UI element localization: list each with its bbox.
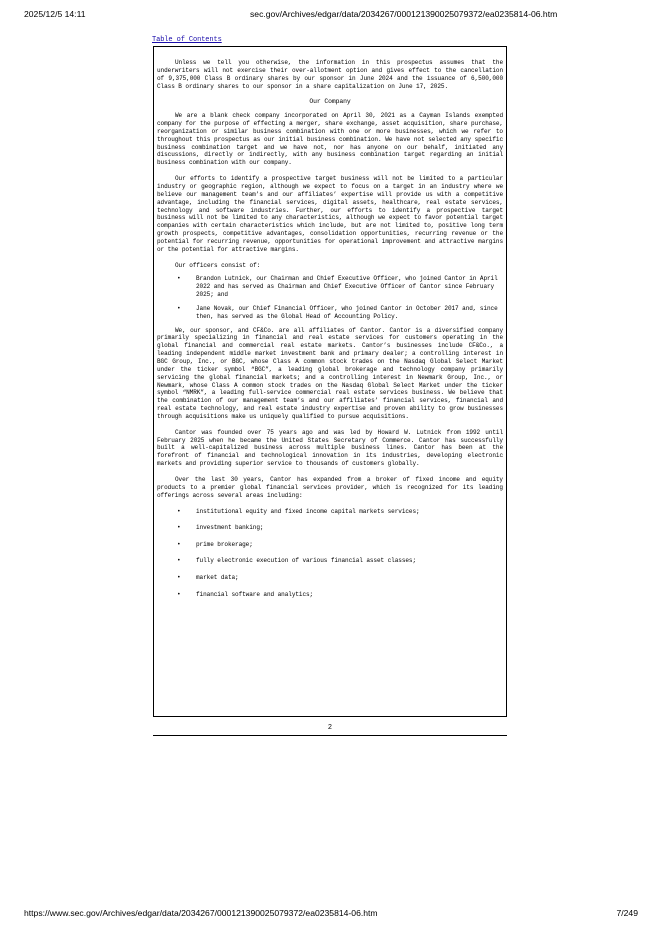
- list-item: • prime brokerage;: [177, 540, 253, 548]
- cantor-paragraph-2: Cantor was founded over 75 years ago and was led by Howard W. Lutnick from 1992 until February 2025 when he became the United States Secretary of Commerce. Cantor has successfully built a well-capitalized business across multiple business lines. Cantor has been at the forefront of financial and technological innovation in its industries, developing electronic markets and providing superior service to thousands of customers globally.: [157, 428, 503, 468]
- list-item: • investment banking;: [177, 524, 264, 532]
- list-item: • financial software and analytics;: [177, 590, 314, 598]
- print-url: https://www.sec.gov/Archives/edgar/data/2034267/000121390025079372/ea0235814-06.htm: [24, 908, 378, 918]
- print-page-title: sec.gov/Archives/edgar/data/2034267/000121390025079372/ea0235814-06.htm: [250, 9, 558, 19]
- bullet-icon: •: [177, 524, 181, 532]
- print-page-count: 7/249: [616, 908, 638, 918]
- page-divider: [153, 735, 507, 736]
- intro-paragraph: Unless we tell you otherwise, the information in this prospectus assumes that the underwriters will not exercise their over-allotment option and gives effect to the cancellation of 9,375,000 Class B ordinary shares by our sponsor in June 2024 and the issuance of 6,500,000 Class B ordinary shares to our sponsor in a share capitalization on June 17, 2025.: [157, 59, 503, 90]
- print-footer: [24, 908, 638, 922]
- document-body: [153, 46, 507, 717]
- officers-list: [157, 275, 503, 320]
- list-item: • fully electronic execution of various financial asset classes;: [177, 557, 417, 565]
- company-paragraph-1: We are a blank check company incorporated on April 30, 2021 as a Cayman Islands exempted company for the purpose of effecting a merger, share exchange, asset acquisition, share purchase, reorganization or similar business combination with one or more businesses, which we refer to throughout this prospectus as our initial business combination. We have not selected any specific business combination target and we have not, nor has anyone on our behalf, initiated any discussions, directly or indirectly, with any business combination target regarding an initial business combination with our company.: [157, 112, 503, 167]
- officers-intro: Our officers consist of:: [175, 261, 261, 269]
- bullet-icon: •: [177, 557, 181, 565]
- cantor-paragraph-1: We, our sponsor, and CF&Co. are all affiliates of Cantor. Cantor is a diversified company primarily specializing in financial and real estate services for customers operating in the global financial and commercial real estate markets. Cantor’s businesses include CF&Co., a leading independent middle market investment bank and primary dealer; a controlling interest in BGC Group, Inc., or BGC, whose Class A common stock trades on the Nasdaq Global Select Market under the ticker symbol “BGC”, a leading global brokerage and technology company primarily servicing the global financial markets; and a controlling interest in Newmark Group, Inc., or Newmark, whose Class A common stock trades on the Nasdaq Global Select Market under the ticker symbol “NMRK”, a leading full-service commercial real estate services business. We believe that the combination of our management team’s and our affiliates’ financial services, financial and real estate technology, and real estate industry expertise and proven ability to grow businesses through acquisitions make us uniquely qualified to pursue acquisitions.: [157, 326, 503, 420]
- print-header: [24, 9, 638, 23]
- table-of-contents-link[interactable]: Table of Contents: [152, 36, 222, 44]
- page-number: 2: [328, 724, 332, 731]
- bullet-icon: •: [177, 507, 181, 515]
- list-item: • market data;: [177, 574, 239, 582]
- company-paragraph-2: Our efforts to identify a prospective target business will not be limited to a particular industry or geographic region, although we expect to focus on a target in an industry where we believe our management team’s and our affiliates’ expertise will provide us with a competitive advantage, including the financial services, digital assets, healthcare, real estate services, technology and software industries. Further, our efforts to identify a prospective target business will not be limited to any characteristics, although we expect to favor potential target companies with certain characteristics which include, but are not limited to, positive long term growth prospects, competitive advantages, consolidation opportunities, recurring revenue or the potential for recurring revenue, opportunities for operational improvement and attractive margins or the potential for attractive margins.: [157, 175, 503, 253]
- list-item: • institutional equity and fixed income capital markets services;: [177, 507, 420, 515]
- print-datetime: 2025/12/5 14:11: [24, 9, 86, 19]
- offerings-list: [157, 508, 503, 599]
- bullet-icon: •: [177, 275, 181, 283]
- bullet-icon: •: [177, 590, 181, 598]
- section-heading: Our Company: [309, 98, 351, 106]
- list-item: • Brandon Lutnick, our Chairman and Chief Executive Officer, who joined Cantor in April 2022 and has served as Chairman and Chief Executive Officer of Cantor since February 2025; and: [177, 275, 498, 299]
- bullet-icon: •: [177, 574, 181, 582]
- cantor-paragraph-3: Over the last 30 years, Cantor has expanded from a broker of fixed income and equity products to a premier global financial services provider, which is recognized for its leading offerings across several areas including:: [157, 475, 503, 499]
- bullet-icon: •: [177, 304, 181, 312]
- list-item: • Jane Novak, our Chief Financial Officer, who joined Cantor in October 2017 and, since then, has served as the Global Head of Accounting Policy.: [177, 304, 498, 320]
- bullet-icon: •: [177, 540, 181, 548]
